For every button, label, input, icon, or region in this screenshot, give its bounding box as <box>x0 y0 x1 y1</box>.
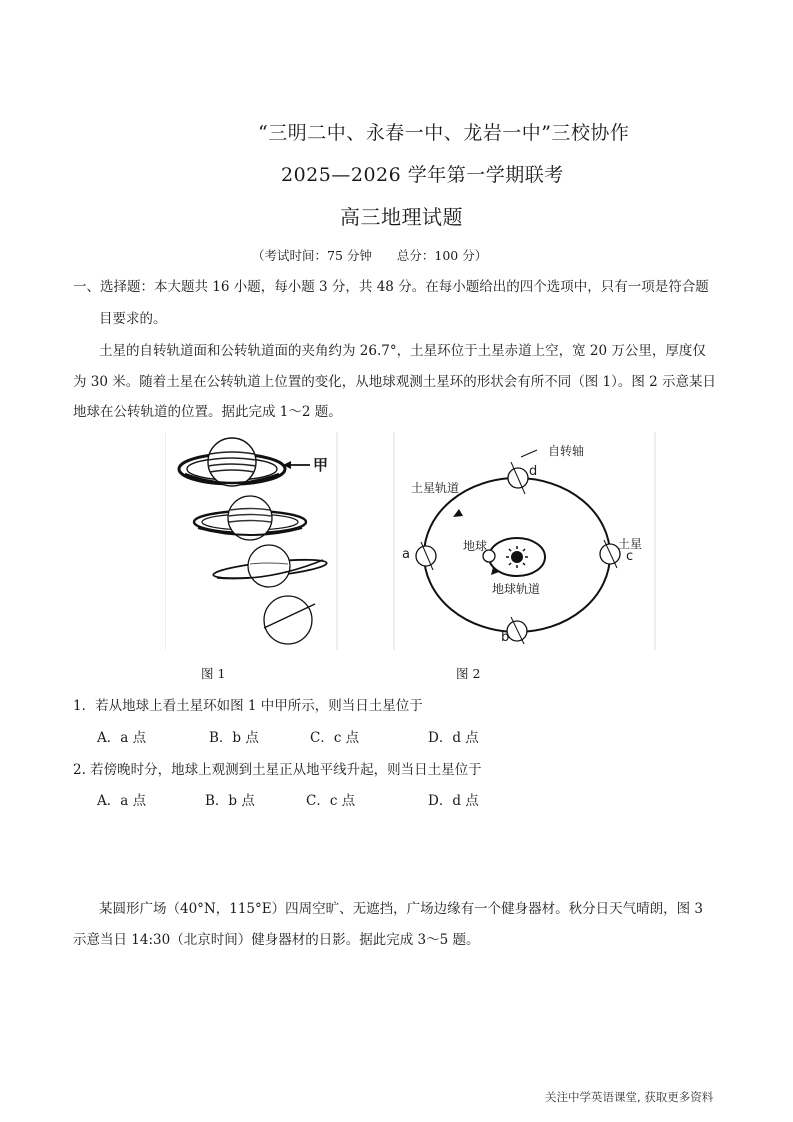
saturn-position-a <box>416 542 436 570</box>
passage1-line1: 土星的自转轨道面和公转轨道面的夹角约为 26.7°，土星环位于土星赤道上空，宽 20 万公里，厚度仅 <box>99 343 706 359</box>
section-heading-cont: 目要求的。 <box>99 311 167 327</box>
exam-info: （考试时间：75 分钟 总分：100 分） <box>252 248 488 263</box>
question-2-stem: 2. 若傍晚时分，地球上观测到土星正从地平线升起，则当日土星位于 <box>73 762 482 778</box>
passage1-line2: 为 30 米。随着土星在公转轨道上位置的变化，从地球观测土星环的形状会有所不同（图 1）。图 2 示意某日 <box>73 374 717 390</box>
question-1-stem: 1．若从地球上看土星环如图 1 中甲所示，则当日土星位于 <box>73 698 423 714</box>
figure1-label-jia: 甲 <box>313 456 329 474</box>
figure2-point-b: b <box>501 630 510 645</box>
question-1-option-c[interactable]: C．c 点 <box>310 730 360 746</box>
saturn-position-b <box>507 617 527 644</box>
figure2-label-earth: 地球 <box>463 539 488 553</box>
section-heading: 一、选择题：本大题共 16 小题，每小题 3 分，共 48 分。在每小题给出的四个选项中，只有一项是符合题 <box>73 279 709 295</box>
passage1-line3: 地球在公转轨道的位置。据此完成 1～2 题。 <box>73 404 342 420</box>
question-2-option-a[interactable]: A．a 点 <box>97 793 147 809</box>
question-2-option-d[interactable]: D．d 点 <box>428 793 479 809</box>
question-1-option-d[interactable]: D．d 点 <box>428 730 479 746</box>
passage2-line1: 某圆形广场（40°N，115°E）四周空旷、无遮挡，广场边缘有一个健身器材。秋分日天气晴朗，图 3 <box>99 901 703 917</box>
footer-promo: 关注中学英语课堂, 获取更多资料 <box>545 1090 714 1104</box>
header-school-line: “三明二中、永春一中、龙岩一中”三校协作 <box>258 122 630 144</box>
question-2-option-c[interactable]: C．c 点 <box>306 793 356 809</box>
figure2-point-a: a <box>402 547 410 562</box>
figure2-point-d: d <box>529 464 538 479</box>
figure2-label-saturn-orbit: 土星轨道 <box>411 481 460 495</box>
figure2-label-earth-orbit: 地球轨道 <box>492 582 541 596</box>
saturn-view-4 <box>264 596 315 644</box>
question-2-option-b[interactable]: B．b 点 <box>205 793 255 809</box>
saturn-position-d <box>508 462 528 494</box>
figure2-point-c: c <box>626 549 634 564</box>
saturn-view-2 <box>194 496 306 540</box>
figure2-label-axis: 自转轴 <box>548 444 585 458</box>
sun-icon <box>506 546 528 568</box>
saturn-view-3 <box>213 545 328 587</box>
figure1-caption: 图 1 <box>201 666 226 681</box>
passage2-line2: 示意当日 14:30（北京时间）健身器材的日影。据此完成 3～5 题。 <box>73 932 480 948</box>
question-1-option-a[interactable]: A．a 点 <box>97 730 147 746</box>
figure2-label-saturn: 土星 <box>618 537 643 551</box>
question-1-option-b[interactable]: B．b 点 <box>209 730 259 746</box>
figure2-caption: 图 2 <box>456 666 481 681</box>
header-exam-line: 2025—2026 学年第一学期联考 <box>281 164 564 186</box>
saturn-view-1 <box>179 438 285 486</box>
saturn-position-c <box>600 540 620 568</box>
page-title: 高三地理试题 <box>340 205 463 229</box>
